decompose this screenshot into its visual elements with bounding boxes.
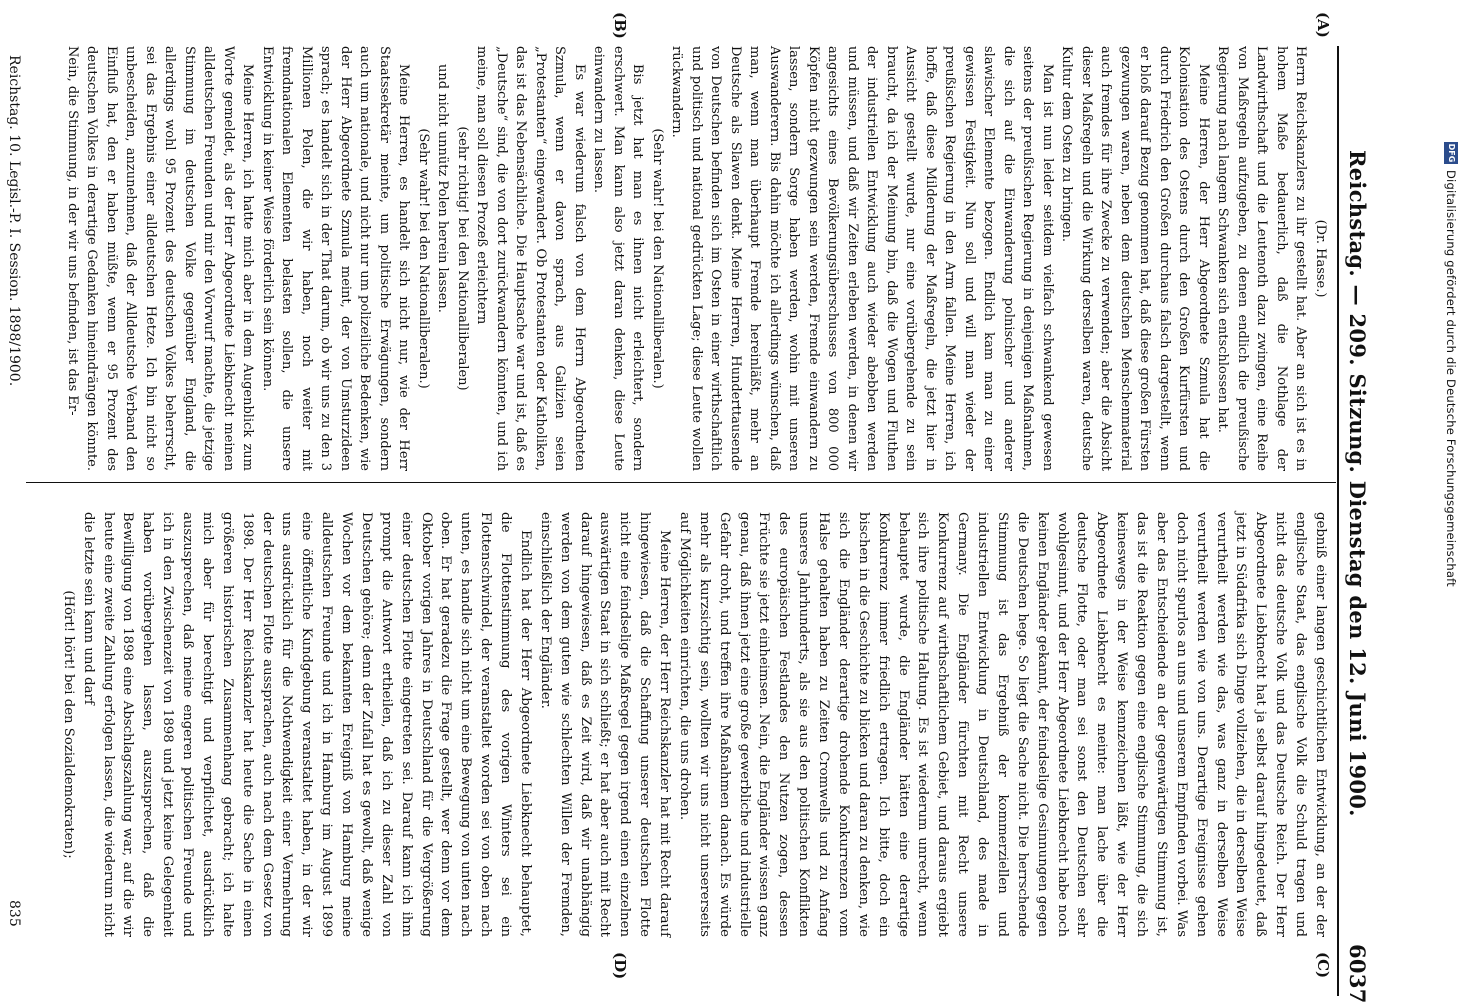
paragraph: Meine Herren, ich hatte mich aber in dem Augenblick zum Worte gemeldet, als der Herr Abgeordnete Liebknecht meinen alldeutschen Freunden und mir den Vorwurf machte, die jetzige Stimmung im deutschen Volke gegenüber England, die allerdings wohl 95 Prozent des deutschen Volkes beherrscht, sei das Ergebnis einer alldeutschen Hetze. Ich bin nicht so unbescheiden, anzunehmen, daß der Alldeutsche Verband den Einfluß hat, den er haben müßte, wenn er 95 Prozent des deutschen Volkes in derartige Gedanken hineindrängen könnte. Nein, die Stimmung, in der wir uns befinden, ist das Er- (65, 46, 256, 471)
running-header: Reichstag. — 209. Sitzung. Dienstag den 12. Juni 1900. (1345, 150, 1370, 817)
marker-d: (D) (611, 952, 629, 980)
paragraph: Es war wiederum falsch von dem Herrn Abgeordneten Szmula, wenn er davon sprach, aus Galizien seien „Protestanten“ eingewandert. Ob Protestanten oder Katholiken, das ist das Nebensächliche. Die Hauptsache war und ist, daß es „Deutsche“ sind, die von dort zurückwandern könnten, und ich meine, man soll diesen Prozeß erleichtern (474, 46, 587, 471)
footer-session: Reichstag. 10. Legisl.-P. I. Session. 1898/1900. (6, 55, 22, 387)
digitization-credit: Digitalisierung gefördert durch die Deutsche Forschungsgemeinschaft (1444, 170, 1458, 587)
paragraph: Endlich hat der Herr Abgeordnete Liebknecht behauptet, die Flottenstimmung des vorigen Winters sei ein Flottenschwindel, der veranstaltet worden sei von oben nach unten, es handle sich nicht um eine Bewegung von unten nach oben. Er hat geradezu die Frage gestellt, wer denn vor dem Oktober vorigen Jahres in Deutschland für die Vergrößerung einer deutschen Flotte eingetreten sei. Darauf kann ich ihm prompt die Antwort ertheilen, daß ich zu dieser Zahl von Deutschen gehöre; denn der Zufall hat es gewollt, daß wenige Wochen vor dem bekannten Ereigniß von Hamburg meine alldeutschen Freunde und ich in Hamburg im August 1899 eine öffentliche Kundgebung veranstaltet haben, in der wir uns ausdrücklich für die Nothwendigkeit einer Vermehrung der deutschen Flotte aussprachen, auch nach dem Gesetz von 1898. Der Herr Reichskanzler hat heute die Sache in einen größeren historischen Zusammenhang gebracht; ich halte mich aber für berechtigt und verpflichtet, ausdrücklich auszusprechen, daß meine engeren politischen Freunde und ich in den Zwischenzeit von 1898 und jetzt keine Gelegenheit haben vorübergehen lassen, auszusprechen, daß die Bewilligung von 1898 eine Abschlagszahlung war, auf die wir heute eine zweite Zahlung erfolgen lassen, die wiederum nicht die letzte sein kann und darf (80, 512, 533, 937)
paragraph: und nicht unnütz Polen herein lassen. (435, 64, 451, 313)
marker-a: (A) (1314, 12, 1332, 38)
paragraph: Meine Herren, der Herr Reichskanzler hat mit Recht darauf hingewiesen, daß die Schaffung unserer deutschen Flotte nicht eine feindselige Maßregel gegen irgend einen einzelnen auswärtigen Staat in sich schließt; er hat aber auch mit Recht darauf hingewiesen, daß es Zeit wird, daß wir unabhängig werden von dem guten wie schlechten Willen der Fremden, einschließlich der Engländer. (537, 512, 673, 937)
paragraph: Herrn Reichskanzlers zu ihr gestellt hat. Aber an sich ist es in hohem Maße bedauerlich, daß die Nothlage der Landwirthschaft und die Leutenoth dazu zwingen, eine Reihe von Maßregeln aufzugeben, zu denen endlich die preußische Regierung nach langem Schwanken sich entschlossen hat. (1215, 46, 1309, 471)
paragraph: Meine Herren, der Herr Abgeordnete Szmula hat die Kolonisation des Ostens durch den Großen Kurfürsten und durch Friedrich den Großen durchaus falsch dargestellt, wenn er bloß darauf Bezug genommen hat, daß diese großen Fürsten gezwungen waren, neben dem deutschen Menschenmaterial auch fremdes für ihre Zwecke zu verwenden; aber die Absicht dieser Maßregeln und die Wirkung derselben waren, deutsche Kultur dem Osten zu bringen. (1059, 46, 1211, 471)
marker-b: (B) (611, 12, 629, 39)
speaker-label: (Dr. Hasse.) (1313, 219, 1328, 298)
paragraph: Bis jetzt hat man es ihnen nicht erleichtert, sondern erschwert. Man kann also jetzt daran denken, diese Leute einwandern zu lassen. (591, 46, 646, 471)
page-number: 6037 (1345, 944, 1370, 1004)
left-text-column (63, 46, 1331, 471)
header-rule (1337, 46, 1339, 996)
column-divider (26, 482, 1336, 483)
paragraph: (Sehr wahr! bei den Nationalliberalen.) (416, 128, 431, 389)
right-text-column (58, 512, 1330, 937)
paragraph: (sehr richtig! bei den Nationalliberalen) (455, 126, 470, 391)
paragraph: (Sehr wahr! bei den Nationalliberalen.) (650, 128, 665, 389)
marker-c: (C) (1314, 952, 1332, 979)
dfg-logo: DFG (1444, 142, 1458, 164)
paragraph: Meine Herren, es handelt sich nicht nur, wie der Herr Staatssekretär meinte, um politische Erwägungen, sondern auch um nationale, und nicht nur um polizeiliche Bedenken, wie der Herr Abgeordnete Szmula meint, der von Umsturzideen sprach; es handelt sich in der That darum, ob wir uns zu den 3 Millionen Polen, die wir haben, noch weiter mit fremdnationalen Elementen belasten sollen, die unsere Entwicklung in keiner Weise förderlich sein können. (260, 46, 412, 471)
footer-page-number: 835 (6, 900, 22, 927)
paragraph: gebniß einer langen geschichtlichen Entwicklung, an der der englische Staat, das englische Volk die Schuld tragen und nicht das deutsche Volk und das Deutsche Reich. Der Herr Abgeordnete Liebknecht hat ja selbst darauf hingedeutet, daß jetzt in Südafrika sich Dinge vollziehen, die in derselben Weise verurtheilt werden wie das, was ganz in derselben Weise verurtheilt werden wie von uns. Derartige Ereignisse gehen doch nicht spurlos an uns und unserem Empfinden vorbei. Was aber das Entscheidende an der gegenwärtigen Stimmung ist, das ist die Reaktion gegen eine englische Stimmung, die sich keineswegs in der Weise kennzeichnen läßt, wie der Herr Abgeordnete Liebknecht es meinte: man lache über die deutsche Flotte, oder man sei sonst den Deutschen sehr wohlgesinnt, und der Herr Abgeordnete Liebknecht habe noch keinen Engländer gekannt, der feindselige Gesinnungen gegen die Deutschen hege. So liegt die Sache nicht. Die herrschende Stimmung ist das Ergebniß der kommerziellen und industriellen Entwicklung in Deutschland, des made in Germany. Die Engländer fürchten mit Recht unsere Konkurrenz auf wirthschaftlichem Gebiet, und daraus ergiebt sich ihre politische Haltung. Es ist wiederum unrecht, wenn behauptet wurde, die Engländer hätten eine derartige Konkurrenz immer friedlich ertragen. Ich bitte, doch ein bischen in die Geschichte zu blicken und daran zu denken, wie sich die Engländer derartige drohende Konkurrenzen vom Halse gehalten haben zu Zeiten Cromwells und zu Anfang unseres Jahrhunderts, als sie aus den politischen Konflikten des europäischen Festlandes den Nutzen zogen, dessen Früchte sie jetzt einheimsen. Nein, die Engländer wissen ganz genau, daß ihnen jetzt eine große gewerbliche und industrielle Gefahr droht, und treffen ihre Maßnahmen danach. Es würde mehr als kurzsichtig sein, wollten wir uns nicht unsererseits auf Möglichkeiten einrichten, die uns drohen. (677, 512, 1328, 937)
paragraph: Man ist nun leider seitdem vielfach schwankend gewesen seitens der preußischen Regierung in denjenigen Maßnahmen, die sich auf die Einwanderung polnischer und anderer slawischer Elemente bezogen. Endlich kam man zu einer gewissen Festigkeit. Nun soll und will man wieder der preußischen Regierung in den Arm fallen. Meine Herren, ich hoffe, daß diese Milderung der Maßregeln, die jetzt hier in Aussicht gestellt wurde, nur eine vorübergehende zu sein braucht, da ich der Meinung bin, daß die Wogen und Fluthen der industriellen Entwicklung auch wieder abebben werden und müssen, und daß wir Zeiten erleben werden, in denen wir angesichts eines Bevölkerungsüberschusses von 800 000 Köpfen nicht gezwungen sein werden, Fremde einwandern zu lassen, sondern Sorge haben werden, wohin mit unseren Auswanderern. Bis dahin möchte ich allerdings wünschen, daß man, wenn man überhaupt Fremde hereinläßt, mehr an Deutsche als Slawen denkt. Meine Herren, Hunderttausende von Deutschen befinden sich im Osten in einer wirthschaftlich und politisch und national gedrückten Lage; diese Leute wollen rückwandern. (669, 46, 1055, 471)
paragraph: (Hört! hört! bei den Sozialdemokraten); (60, 590, 76, 859)
